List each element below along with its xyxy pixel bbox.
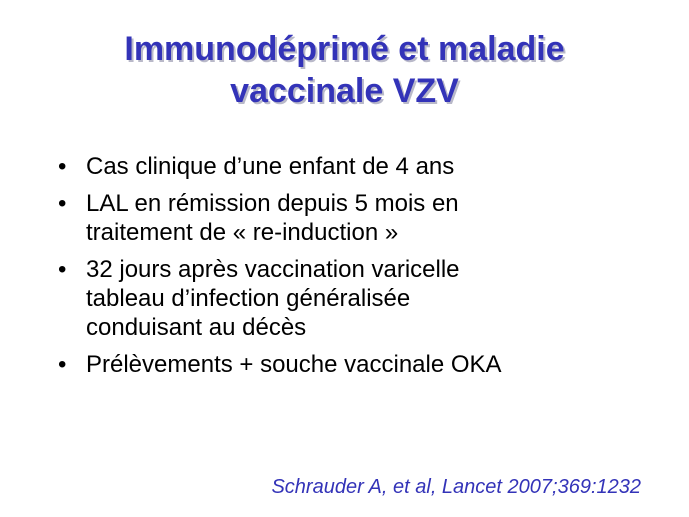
bullet-text-line: tableau d’infection généralisée [86,285,411,312]
bullet-icon: • [58,351,67,378]
bullet-item-4 [58,350,658,379]
bullet-icon: • [58,190,67,217]
citation: Schrauder A, et al, Lancet 2007;369:1232 [271,476,641,498]
bullet-item-2 [58,189,658,247]
bullet-text-line: conduisant au décès [86,314,307,341]
bullet-list [58,152,658,387]
bullet-text-line: Prélèvements + souche vaccinale OKA [86,351,502,378]
bullet-text-line: 32 jours après vaccination varicelle [86,256,460,283]
slide-title-line-2: vaccinale VZV [230,72,459,110]
bullet-text-line: LAL en rémission depuis 5 mois en [86,190,459,217]
bullet-item-1 [58,152,658,181]
bullet-item-3 [58,255,658,342]
bullet-icon: • [58,256,67,283]
bullet-text-line: Cas clinique d’une enfant de 4 ans [86,153,455,180]
slide-title-line-1: Immunodéprimé et maladie [124,30,565,68]
bullet-icon: • [58,153,67,180]
slide-title [0,28,689,112]
bullet-text-line: traitement de « re-induction » [86,219,399,246]
